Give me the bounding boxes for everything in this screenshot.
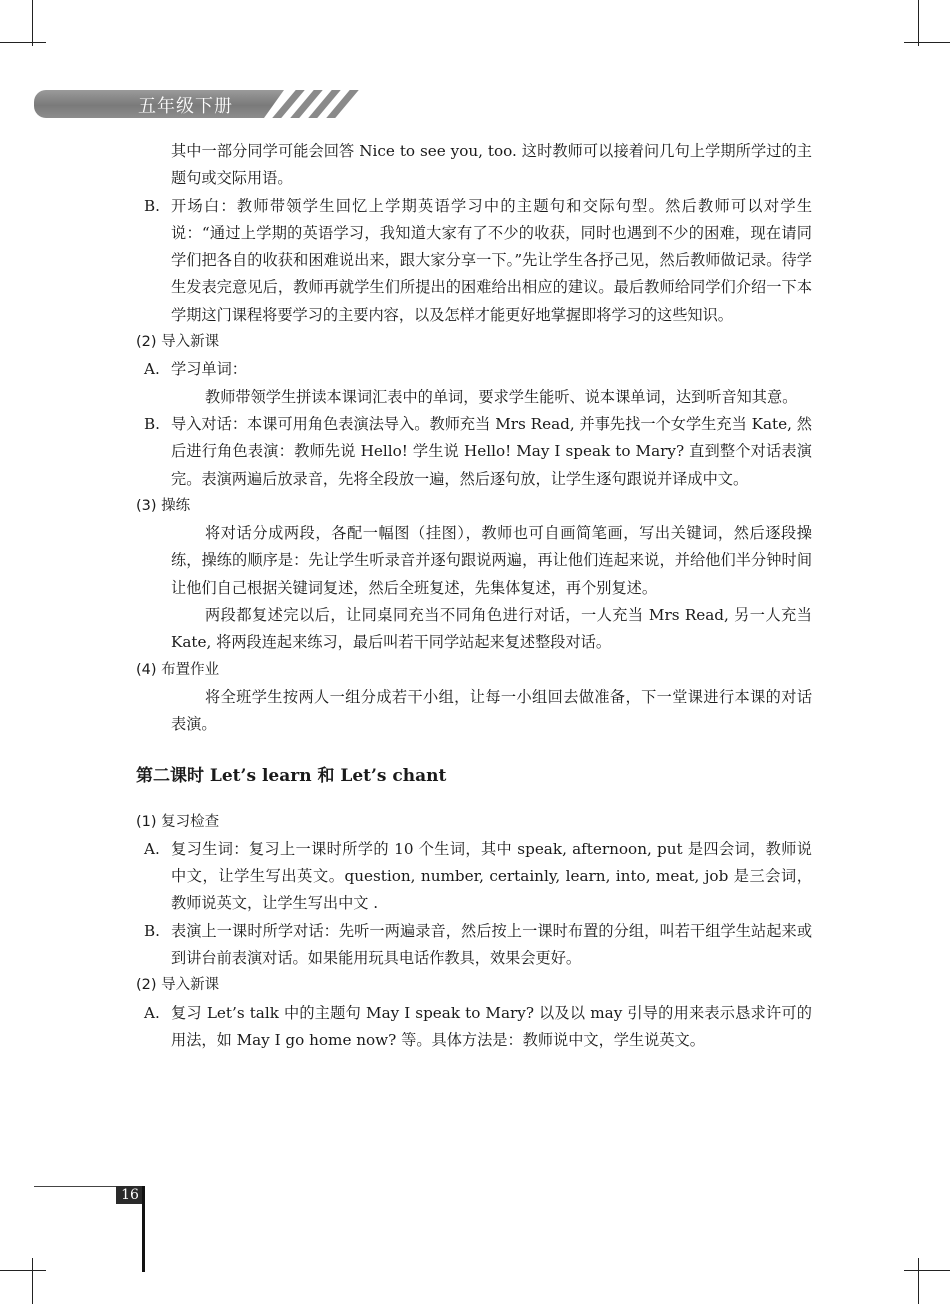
list-item-label: A. [144, 1003, 160, 1022]
list-item [136, 918, 812, 973]
list-item-text: 导入对话：本课可用角色表演法导入。教师充当 Mrs Read, 并事先找一个女学生充当 Kate, 然后进行角色表演：教师先说 Hello! 学生说 Hello! May I speak to Mary? 直到整个对话表演完。表演两遍后放录音，先将全段放一遍，然后逐句放，让学生逐句跟说并译成中文。 [171, 414, 812, 488]
page-number: 16 [116, 1186, 144, 1204]
crop-mark [904, 1270, 950, 1271]
list-item-label: B. [144, 196, 160, 215]
crop-mark [0, 1270, 46, 1271]
list-item-text: 复习 Let’s talk 中的主题句 May I speak to Mary? 以及以 may 引导的用来表示恳求许可的用法，如 May I go home now? 等。具体方法是：教师说中文，学生说英文。 [171, 1003, 812, 1049]
list-item-text: 开场白：教师带领学生回忆上学期英语学习中的主题句和交际句型。然后教师可以对学生说：“通过上学期的英语学习，我知道大家有了不少的收获，同时也遇到不少的困难，现在请同学们把各自的收获和困难说出来，跟大家分享一下。”先让学生各抒己见，然后教师做记录。待学生发表完意见后，教师再就学生们所提出的困难给出相应的建议。最后教师给同学们介绍一下本学期这门课程将要学习的主要内容，以及怎样才能更好地掌握即将学习的这些知识。 [171, 196, 812, 324]
list-item [136, 411, 812, 493]
page-content [136, 138, 812, 1054]
list-item [136, 356, 812, 383]
crop-mark [918, 0, 919, 46]
paragraph: 其中一部分同学可能会回答 Nice to see you, too. 这时教师可以接着问几句上学期所学过的主题句或交际用语。 [171, 142, 812, 188]
subheading: (3) 操练 [136, 497, 191, 514]
paragraph: 将全班学生按两人一组分成若干小组，让每一小组回去做准备，下一堂课进行本课的对话表演。 [171, 687, 812, 734]
list-item [136, 836, 812, 918]
header-title: 五年级下册 [138, 96, 233, 117]
crop-mark [918, 1258, 919, 1304]
paragraph: 两段都复述完以后，让同桌同充当不同角色进行对话，一人充当 Mrs Read, 另一人充当 Kate, 将两段连起来练习，最后叫若干同学站起来复述整段对话。 [171, 606, 812, 652]
crop-mark [0, 42, 46, 43]
list-item-label: A. [144, 839, 160, 858]
list-item [136, 1000, 812, 1055]
crop-mark [32, 1258, 33, 1304]
list-item-label: B. [144, 414, 160, 433]
header-banner [34, 90, 354, 118]
list-item-text: 表演上一课时所学对话：先听一两遍录音，然后按上一课时布置的分组，叫若干组学生站起来或到讲台前表演对话。如果能用玩具电话作教具，效果会更好。 [171, 921, 812, 968]
subheading: (1) 复习检查 [136, 813, 220, 830]
footer-rule [34, 1186, 116, 1187]
list-item [136, 193, 812, 329]
section-heading: 第二课时 Let’s learn 和 Let’s chant [136, 765, 447, 786]
crop-mark [904, 42, 950, 43]
list-item-label: A. [144, 360, 160, 379]
subheading: (2) 导入新课 [136, 977, 220, 994]
list-item-text: 学习单词： [171, 360, 247, 379]
list-item-label: B. [144, 921, 160, 940]
crop-mark [32, 0, 33, 46]
paragraph: 将对话分成两段，各配一幅图（挂图），教师也可自画简笔画，写出关键词，然后逐段操练，操练的顺序是：先让学生听录音并逐句跟说两遍，再让他们连起来说，并给他们半分钟时间让他们自己根据关键词复述，然后全班复述，先集体复述，再个别复述。 [171, 524, 812, 597]
paragraph: 教师带领学生拼读本课词汇表中的单词，要求学生能听、说本课单词，达到听音知其意。 [205, 387, 798, 406]
list-item-text: 复习生词：复习上一课时所学的 10 个生词，其中 speak, afternoon, put 是四会词，教师说中文，让学生写出英文。question, number, certainly, learn, into, meat, job 是三会词，教师说英文，让学生写出中文 . [171, 839, 812, 913]
subheading: (2) 导入新课 [136, 334, 220, 351]
footer-vertical-bar [142, 1186, 145, 1272]
subheading: (4) 布置作业 [136, 661, 220, 678]
